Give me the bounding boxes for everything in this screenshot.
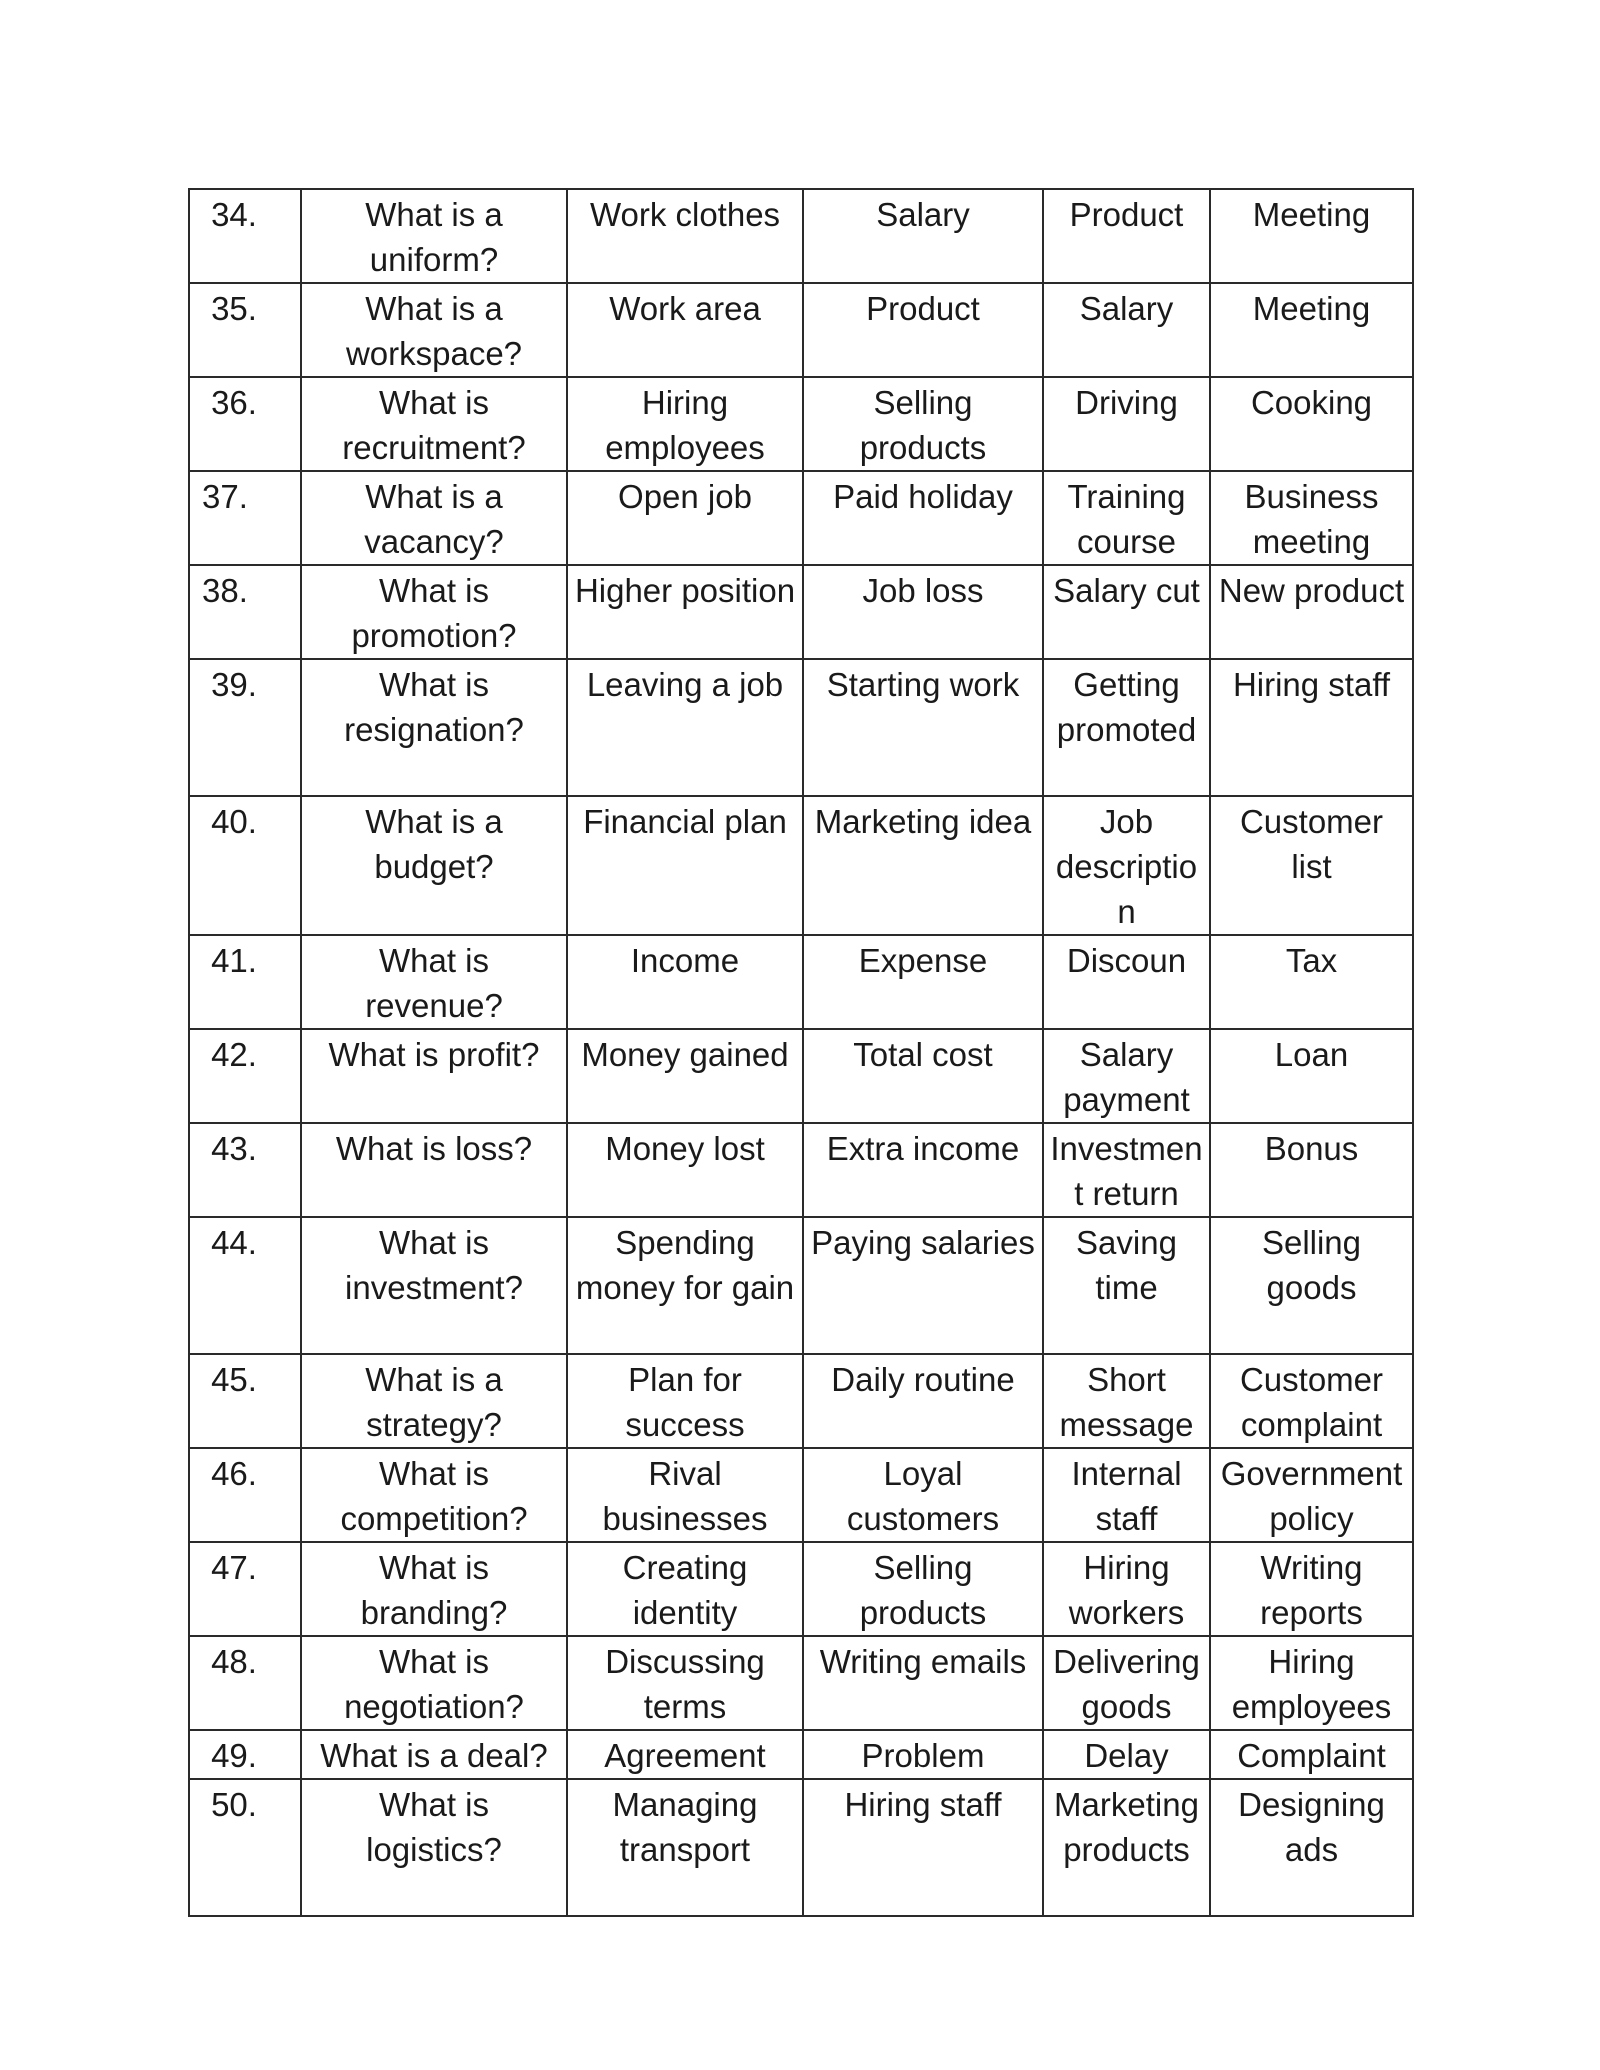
table-row [189, 1636, 1413, 1730]
option-d: Hiring staff [1210, 659, 1413, 796]
option-b: Extra income [803, 1123, 1043, 1217]
option-c: Training course [1043, 471, 1210, 565]
option-a: Open job [567, 471, 803, 565]
option-c: Short message [1043, 1354, 1210, 1448]
option-b: Selling products [803, 377, 1043, 471]
question-text: What is branding? [301, 1542, 567, 1636]
option-c: Product [1043, 189, 1210, 283]
option-d: Meeting [1210, 283, 1413, 377]
option-c: Salary [1043, 283, 1210, 377]
table-row [189, 283, 1413, 377]
option-a: Money lost [567, 1123, 803, 1217]
option-b: Writing emails [803, 1636, 1043, 1730]
option-d: Meeting [1210, 189, 1413, 283]
question-number: 35. [189, 283, 301, 377]
table-row [189, 935, 1413, 1029]
option-c: Delay [1043, 1730, 1210, 1779]
option-d: Government policy [1210, 1448, 1413, 1542]
option-c: Marketing products [1043, 1779, 1210, 1916]
option-c: Getting promoted [1043, 659, 1210, 796]
option-c: Salary cut [1043, 565, 1210, 659]
question-number: 46. [189, 1448, 301, 1542]
table-row [189, 189, 1413, 283]
option-a: Hiring employees [567, 377, 803, 471]
question-text: What is a vacancy? [301, 471, 567, 565]
question-text: What is loss? [301, 1123, 567, 1217]
question-number: 50. [189, 1779, 301, 1916]
option-a: Managing transport [567, 1779, 803, 1916]
option-b: Paid holiday [803, 471, 1043, 565]
question-number: 36. [189, 377, 301, 471]
option-c: Internal staff [1043, 1448, 1210, 1542]
option-d: Loan [1210, 1029, 1413, 1123]
question-text: What is revenue? [301, 935, 567, 1029]
option-d: Cooking [1210, 377, 1413, 471]
option-c: Delivering goods [1043, 1636, 1210, 1730]
option-d: Customer list [1210, 796, 1413, 935]
option-a: Income [567, 935, 803, 1029]
question-text: What is promotion? [301, 565, 567, 659]
table-row [189, 1542, 1413, 1636]
option-c: Saving time [1043, 1217, 1210, 1354]
question-number: 37. [189, 471, 301, 565]
option-c: Salary payment [1043, 1029, 1210, 1123]
option-c: Job description [1043, 796, 1210, 935]
question-text: What is a budget? [301, 796, 567, 935]
option-d: Complaint [1210, 1730, 1413, 1779]
table-row [189, 1354, 1413, 1448]
question-number: 49. [189, 1730, 301, 1779]
table-row [189, 1448, 1413, 1542]
question-text: What is investment? [301, 1217, 567, 1354]
option-b: Starting work [803, 659, 1043, 796]
table-row [189, 1779, 1413, 1916]
table-row [189, 1123, 1413, 1217]
table-row [189, 565, 1413, 659]
table-row [189, 1029, 1413, 1123]
option-b: Expense [803, 935, 1043, 1029]
option-b: Product [803, 283, 1043, 377]
question-text: What is a deal? [301, 1730, 567, 1779]
option-b: Loyal customers [803, 1448, 1043, 1542]
table-row [189, 377, 1413, 471]
option-b: Hiring staff [803, 1779, 1043, 1916]
question-text: What is logistics? [301, 1779, 567, 1916]
option-d: Customer complaint [1210, 1354, 1413, 1448]
option-a: Money gained [567, 1029, 803, 1123]
option-d: Designing ads [1210, 1779, 1413, 1916]
option-a: Creating identity [567, 1542, 803, 1636]
option-a: Rival businesses [567, 1448, 803, 1542]
option-a: Spending money for gain [567, 1217, 803, 1354]
option-d: Bonus [1210, 1123, 1413, 1217]
option-d: Selling goods [1210, 1217, 1413, 1354]
question-number: 42. [189, 1029, 301, 1123]
question-number: 39. [189, 659, 301, 796]
question-number: 47. [189, 1542, 301, 1636]
question-number: 41. [189, 935, 301, 1029]
table-row [189, 1730, 1413, 1779]
table-row [189, 659, 1413, 796]
question-text: What is a strategy? [301, 1354, 567, 1448]
question-text: What is resignation? [301, 659, 567, 796]
option-b: Selling products [803, 1542, 1043, 1636]
question-text: What is a uniform? [301, 189, 567, 283]
option-c: Hiring workers [1043, 1542, 1210, 1636]
option-b: Marketing idea [803, 796, 1043, 935]
option-c: Driving [1043, 377, 1210, 471]
option-a: Discussing terms [567, 1636, 803, 1730]
question-number: 44. [189, 1217, 301, 1354]
option-d: Business meeting [1210, 471, 1413, 565]
option-d: Writing reports [1210, 1542, 1413, 1636]
option-b: Salary [803, 189, 1043, 283]
option-d: Tax [1210, 935, 1413, 1029]
question-text: What is recruitment? [301, 377, 567, 471]
table-row [189, 1217, 1413, 1354]
table-row [189, 796, 1413, 935]
quiz-table [188, 188, 1414, 1917]
option-d: Hiring employees [1210, 1636, 1413, 1730]
table-row [189, 471, 1413, 565]
question-number: 48. [189, 1636, 301, 1730]
option-b: Daily routine [803, 1354, 1043, 1448]
option-b: Paying salaries [803, 1217, 1043, 1354]
question-number: 43. [189, 1123, 301, 1217]
option-a: Leaving a job [567, 659, 803, 796]
question-text: What is competition? [301, 1448, 567, 1542]
question-number: 34. [189, 189, 301, 283]
option-a: Financial plan [567, 796, 803, 935]
question-number: 45. [189, 1354, 301, 1448]
option-b: Job loss [803, 565, 1043, 659]
option-b: Problem [803, 1730, 1043, 1779]
option-a: Plan for success [567, 1354, 803, 1448]
quiz-table-body [189, 189, 1413, 1916]
option-a: Agreement [567, 1730, 803, 1779]
option-c: Investment return [1043, 1123, 1210, 1217]
question-text: What is negotiation? [301, 1636, 567, 1730]
option-b: Total cost [803, 1029, 1043, 1123]
question-number: 38. [189, 565, 301, 659]
option-a: Work clothes [567, 189, 803, 283]
option-a: Work area [567, 283, 803, 377]
question-text: What is profit? [301, 1029, 567, 1123]
option-c: Discoun [1043, 935, 1210, 1029]
option-a: Higher position [567, 565, 803, 659]
option-d: New product [1210, 565, 1413, 659]
question-number: 40. [189, 796, 301, 935]
question-text: What is a workspace? [301, 283, 567, 377]
